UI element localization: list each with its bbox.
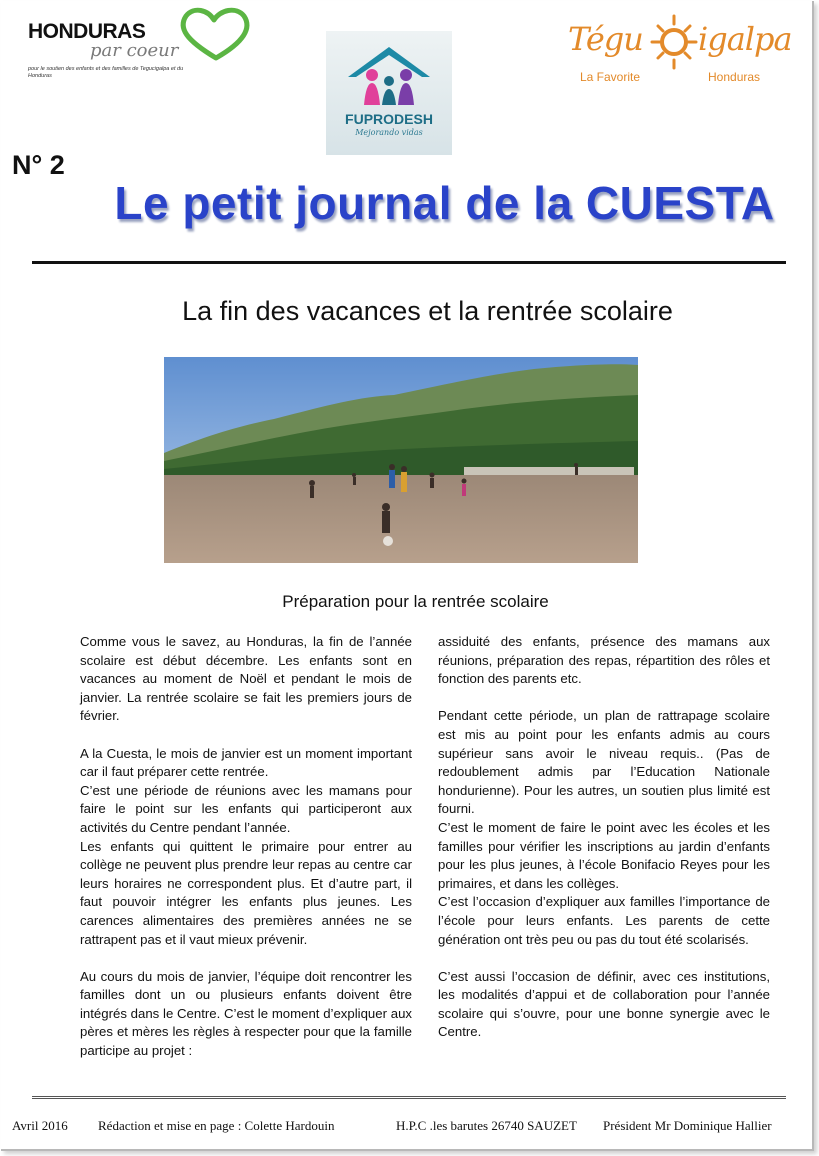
schoolyard-photo xyxy=(164,357,638,563)
sun-icon xyxy=(648,12,700,72)
tegucigalpa-word-start: Tégu xyxy=(568,20,643,58)
paragraph: C’est aussi l’occasion de définir, avec ces institutions, les modalités d’appui et de collaboration pour l’année scolaire qui s’ouvre, pour une bonne synergie avec le Centre. xyxy=(438,968,770,1040)
paragraph: assiduité des enfants, présence des mamans aux réunions, préparation des repas, répartition des rôles et fonction des parents etc. xyxy=(438,634,770,687)
fuprodesh-name: FUPRODESH xyxy=(345,111,433,127)
tegucigalpa-subtitle-left: La Favorite xyxy=(580,70,641,84)
paragraph: Pendant cette période, un plan de rattrapage scolaire est mis au point pour les enfants admis au cours supérieur sans avoir le niveau requis.. (Pas de redoublement admis par l’Education Nationale hondurienne). Pour les autres, un soutien plus limité est fourni. xyxy=(438,708,770,817)
footer-divider xyxy=(32,1096,786,1099)
honduras-par-coeur-logo xyxy=(26,6,236,86)
journal-title: Le petit journal de la CUESTA xyxy=(114,177,775,229)
logo-honduras-script: par coeur xyxy=(90,40,179,61)
tegucigalpa-logo xyxy=(566,12,806,92)
paragraph: Au cours du mois de janvier, l’équipe doit rencontrer les familles dont un ou plusieurs enfants doivent être intégrés dans le Centre. C’est le moment d’expliquer aux pères et mères les règles à respecter pour que la famille participe au projet : xyxy=(80,968,412,1059)
footer-president: Président Mr Dominique Hallier xyxy=(603,1118,772,1133)
fuprodesh-logo xyxy=(326,31,452,155)
paragraph: Comme vous le savez, au Honduras, la fin de l’année scolaire est début décembre. Les enfants sont en vacances au moment de Noël et pendant le mois de janvier. La rentrée scolaire se fait les premiers jours de février. xyxy=(80,634,412,724)
footer-date: Avril 2016 xyxy=(12,1118,68,1133)
issue-number: N° 2 xyxy=(12,150,65,180)
paragraph: C’est l’occasion d’expliquer aux familles l’importance de l’école pour leurs enfants. Les parents de cette génération ont très peu ou pas du tout été scolarisés. xyxy=(438,894,770,947)
main-heading: La fin des vacances et la rentrée scolaire xyxy=(182,296,673,326)
article-column-left xyxy=(80,633,412,1061)
footer-address: H.P.C .les barutes 26740 SAUZET xyxy=(396,1118,577,1133)
paragraph: Les enfants qui quittent le primaire pour entrer au collège ne peuvent plus prendre leur repas au centre car leurs horaires ne correspondent plus. Et d’autre part, il faut pouvoir intégrer les enfants plus jeunes. Les carences alimentaires des premières années ne se rattrapent pas et il vaut mieux prévenir. xyxy=(80,838,412,947)
logo-honduras-word: HONDURAS xyxy=(28,20,146,43)
sub-heading: Préparation pour la rentrée scolaire xyxy=(282,592,549,611)
article-column-right xyxy=(438,633,770,1042)
footer-credit: Rédaction et mise en page : Colette Hardouin xyxy=(98,1118,335,1133)
paragraph: C’est une période de réunions avec les mamans pour faire le point sur les enfants qui participeront aux activités du Centre pendant l’année. xyxy=(80,782,412,835)
fuprodesh-motto: Mejorando vidas xyxy=(355,128,423,137)
family-house-icon xyxy=(344,43,434,109)
tegucigalpa-subtitle-right: Honduras xyxy=(708,70,761,84)
heart-icon xyxy=(176,6,256,66)
paragraph: A la Cuesta, le mois de janvier est un moment important car il faut préparer cette rentrée. xyxy=(80,745,412,780)
paragraph: C’est le moment de faire le point avec les écoles et les familles pour vérifier les inscriptions au jardin d’enfants pour les plus jeunes, à l’école Bonifacio Reyes pour les primaires, et dans les collèges. xyxy=(438,819,770,891)
header-divider xyxy=(32,261,786,264)
logo-honduras-tagline: pour le soutien des enfants et des familles de Tegucigalpa et du Honduras xyxy=(28,66,184,79)
tegucigalpa-word-end: igalpa xyxy=(698,20,792,58)
